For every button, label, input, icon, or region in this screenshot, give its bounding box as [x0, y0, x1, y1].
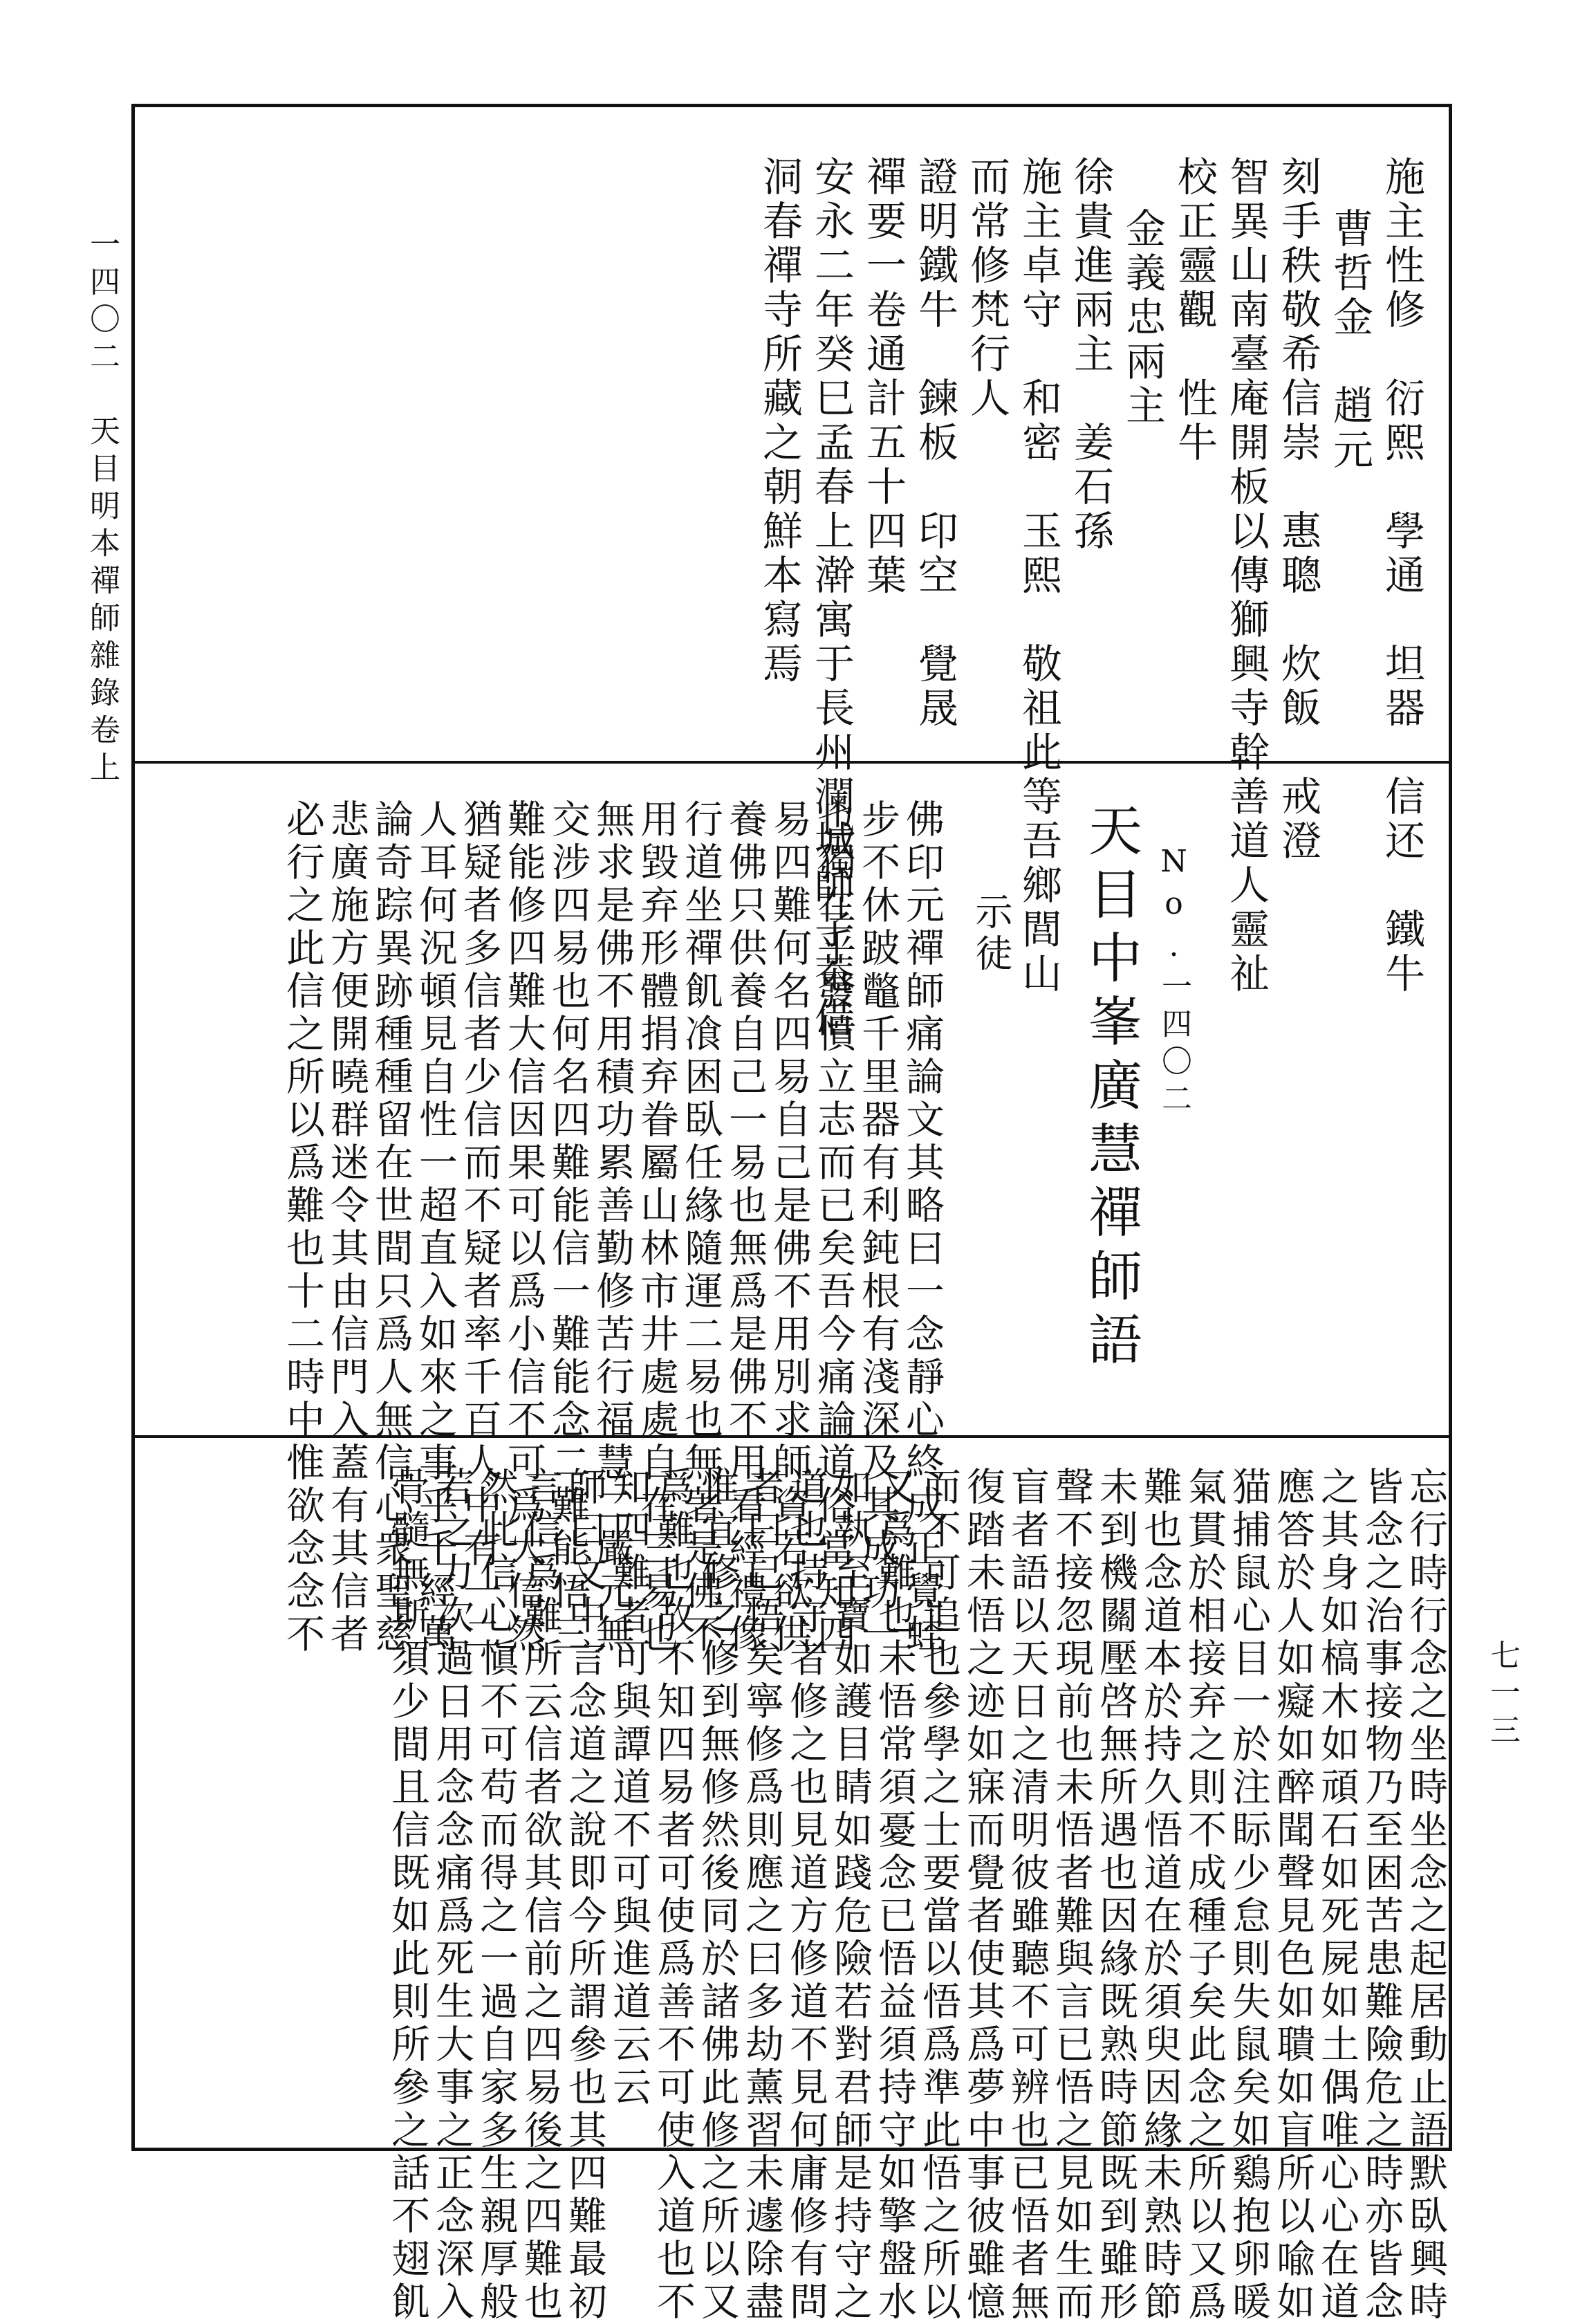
text-column: 難能修四難大信因果可以爲小信不可爲大信然 [501, 799, 546, 1657]
text-column: 如執至寶如護目睛如踐危險若對君師是持守之 [828, 1466, 873, 2324]
colophon-line: 施主卓守 和密 玉熙 敬祖此等吾鄉閭山 [1015, 156, 1062, 997]
text-column: 也獨在乎發憤立志而已矣吾今痛論道俗當知四 [811, 799, 856, 1657]
text-column: 知四難者可與譚道不可與進道云云 [606, 1466, 651, 2110]
text-column: 爲難也故不知四易者可使爲善不可使入道也不 [651, 1466, 696, 2324]
text-column: 未到機關壓啓無所遇也因緣既熟時節既到雖形 [1093, 1466, 1138, 2324]
section-heading: 示徒 [969, 892, 1013, 975]
colophon-line: 智異山南臺庵開板以傳獅興寺幹善道人靈祉 [1223, 156, 1270, 997]
text-column: 道也持守者修之也見道方修道不見何庸修有問 [783, 1466, 828, 2324]
text-column: 應答於人如癡如醉聞聲見色如聵如盲所以喩如 [1270, 1466, 1315, 2324]
text-column: 猶疑者多信者少信而不疑者率千百人中有一二 [457, 799, 502, 1657]
text-column: 佛印元禪師痛論文其略曰一念靜心終成正覺蛙 [900, 799, 945, 1657]
text-column: 悲廣施方便開曉群迷令其由信門入蓋有其信者 [324, 799, 369, 1657]
colophon-line: 禪要一卷通計五十四葉 [860, 156, 907, 598]
text-column: 骨髓無斯須少間且信既如此則所參之話不翅飢 [385, 1466, 430, 2324]
colophon-line: 刻手秩敬希信崇 惠聰 炊飯 戒澄 [1274, 156, 1321, 864]
colophon-line: 曹哲金 趙元 [1326, 208, 1373, 473]
text-column: 論奇踪異跡種種留在世間只爲人無信心衆聖慈 [369, 799, 414, 1657]
text-number: No.一四〇二 [1156, 844, 1191, 1120]
text-column: 人耳何況頓見自性一超直入如來之事乎千經萬 [413, 799, 458, 1657]
text-column: 惟宜修之修到無修然後同於諸佛此修之所以又 [695, 1466, 740, 2324]
text-column: 無求是佛不用積功累善勤修苦行福慧二嚴元無 [590, 799, 635, 1657]
text-column: 聲不接忽現前也未悟者難與言已悟之見如生而 [1049, 1466, 1094, 2324]
text-column: 行道坐禪飢飡困臥任緣隨運二易也無著是佛不 [678, 799, 723, 1657]
text-column: 若之力次過日用念念痛爲死生大事之正念深入 [429, 1466, 474, 2324]
text-column: 又爲難也未悟常須憂念已悟益須持守如擎盤水 [872, 1466, 917, 2324]
colophon-line: 金義忠兩主 [1119, 208, 1166, 429]
colophon-line: 施主性修 衍熙 學通 坦器 信还 鐵牛 [1378, 156, 1425, 997]
colophon-line: 校正靈觀 性牛 [1171, 156, 1218, 465]
volume-label: 一四〇二 天目明本禪師雜錄卷上 [84, 228, 120, 788]
text-column: 用毀弃形體捐弃眷屬山林市井處處自在三易也 [634, 799, 679, 1657]
text-column: 而不可追也參學之士要當以悟爲準此悟之所以 [916, 1466, 961, 2324]
text-column: 難也念道本於持久悟道在於須臾因緣未熟時節 [1138, 1466, 1182, 2324]
text-column: 盲者語以天日之清明彼雖聽不可辨也已悟者無 [1005, 1466, 1050, 2324]
colophon-line: 安永二年癸巳孟春上澣寓于長州瀾城師子菴借 [808, 156, 855, 1041]
text-column: 言信爲難所云信者欲其信前之四易後之四難也 [518, 1466, 563, 2324]
text-column: 忘行時行念之坐時坐念之起居動止語默臥興時 [1403, 1466, 1448, 2324]
text-column: 易四難何名四易自己是佛不用別求師資若欲供 [767, 799, 812, 1657]
text-column: 氣貫於相接弃之則不成種子矣此念之所以又爲 [1182, 1466, 1227, 2324]
colophon-line: 而常修梵行人 [963, 156, 1010, 421]
colophon-line: 徐貴進兩主 姜石孫 [1067, 156, 1114, 554]
text-column: 猫捕鼠心目一於注眎少怠則失鼠矣如鷄抱卵暖 [1226, 1466, 1271, 2324]
colophon-line: 證明鐵牛 鍊板 印空 覺晟 [911, 156, 958, 731]
text-column: 必行之此信之所以爲難也十二時中惟欲念念不 [280, 799, 325, 1657]
text-column: 師曰文中言念道之說即今所謂參也其四難最初 [562, 1466, 607, 2324]
text-column: 者曰已悟矣寧修爲則應之曰多劫薰習未遽除盡 [739, 1466, 784, 2324]
text-column: 之其身如槁木如頑石如死屍如土偶唯心心在道 [1315, 1466, 1359, 2324]
text-column: 皆念之治事接物乃至困苦患難險危之時亦皆念 [1359, 1466, 1404, 2324]
text-column: 然此信心愼不可苟而得之一過自家多生親厚般 [474, 1466, 519, 2324]
text-title: 天目中峯廣慧禪師語 [1079, 802, 1142, 1375]
page-number: 七一三 [1485, 1639, 1520, 1751]
text-column: 交涉四易也何名四難能信一難能念二難能悟三 [546, 799, 591, 1657]
text-column: 復踏未悟之迹如寐而覺者使其爲夢中事彼雖憶 [960, 1466, 1005, 2324]
colophon-line: 洞春禪寺所藏之朝鮮本寫焉 [756, 156, 803, 687]
text-column: 步不休跛鼈千里器有利鈍根有淺深及其成功一 [855, 799, 900, 1657]
text-column: 養佛只供養自己一易也無爲是佛不用看經禮像 [723, 799, 768, 1657]
